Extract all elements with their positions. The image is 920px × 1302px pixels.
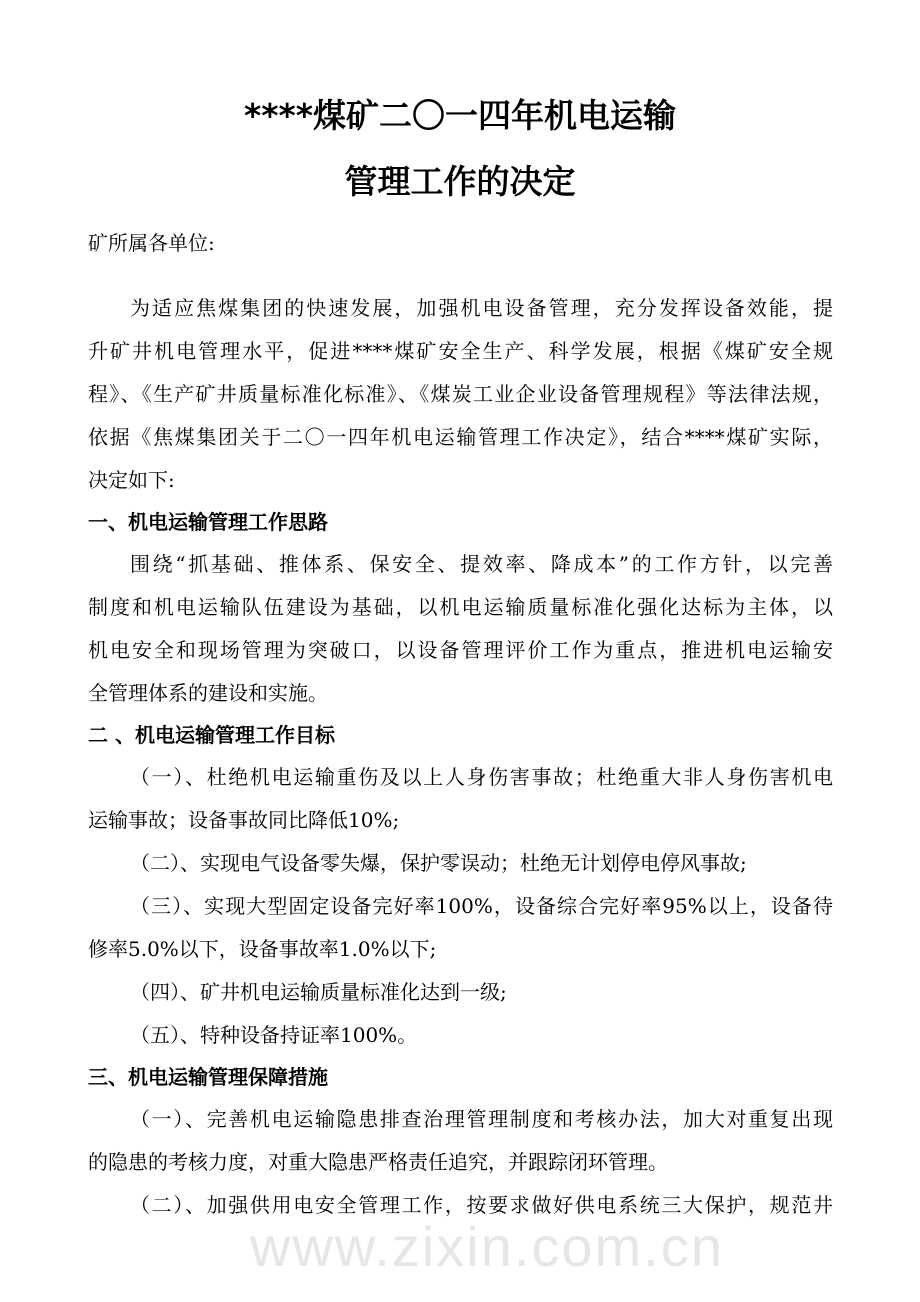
text-line: （一）、完善机电运输隐患排查治理管理制度和考核办法，加大对重复出现 [130,1107,833,1131]
text-line: 修率5.0%以下，设备事故率1.0%以下; [88,937,437,961]
section1-paragraph [88,543,833,715]
document-body [88,222,833,1227]
text-line: 围绕“抓基础、推体系、保安全、提效率、降成本”的工作方针，以完善 [130,552,833,576]
text-line: 决定如下: [88,468,175,492]
intro-paragraph [88,287,833,502]
text-line: （五）、特种设备持证率100%。 [130,1023,418,1047]
text-line: 为适应焦煤集团的快速发展，加强机电设备管理，充分发挥设备效能，提 [130,296,833,320]
text-line: 的隐患的考核力度，对重大隐患严格责任追究，并跟踪闭环管理。 [88,1150,668,1174]
watermark: www.zixin.com.cn [250,1215,724,1278]
text-line: 制度和机电运输队伍建设为基础，以机电运输质量标准化强化达标为主体，以 [88,595,833,619]
document-title-line2: 管理工作的决定 [344,162,576,201]
section-heading: 三、机电运输管理保障措施 [88,1065,328,1089]
section-heading: 一、机电运输管理工作思路 [88,510,328,534]
text-line: 程》、《生产矿井质量标准化标准》、《煤炭工业企业设备管理规程》等法律法规， [88,382,833,406]
salutation: 矿所属各单位: [88,231,215,255]
section-heading: 二 、机电运输管理工作目标 [88,723,335,747]
text-line: （四）、矿井机电运输质量标准化达到一级; [130,980,507,1004]
text-line: （二）、实现电气设备零失爆，保护零误动；杜绝无计划停电停风事故; [130,851,747,875]
text-line: 运输事故；设备事故同比降低10%; [88,808,400,832]
text-line: 依据《焦煤集团关于二〇一四年机电运输管理工作决定》，结合****煤矿实际， [88,425,833,449]
text-line: 升矿井机电管理水平，促进****煤矿安全生产、科学发展，根据《煤矿安全规 [88,339,833,363]
text-line: 机电安全和现场管理为突破口，以设备管理评价工作为重点，推进机电运输安 [88,638,833,662]
text-line: （一）、杜绝机电运输重伤及以上人身伤害事故；杜绝重大非人身伤害机电 [130,765,833,789]
text-line: （二）、加强供用电安全管理工作，按要求做好供电系统三大保护，规范井 [130,1193,833,1217]
document-title-line1: ****煤矿二〇一四年机电运输 [243,96,677,135]
text-line: 全管理体系的建设和实施。 [88,681,328,705]
text-line: （三）、实现大型固定设备完好率100%，设备综合完好率95%以上，设备待 [130,894,833,918]
